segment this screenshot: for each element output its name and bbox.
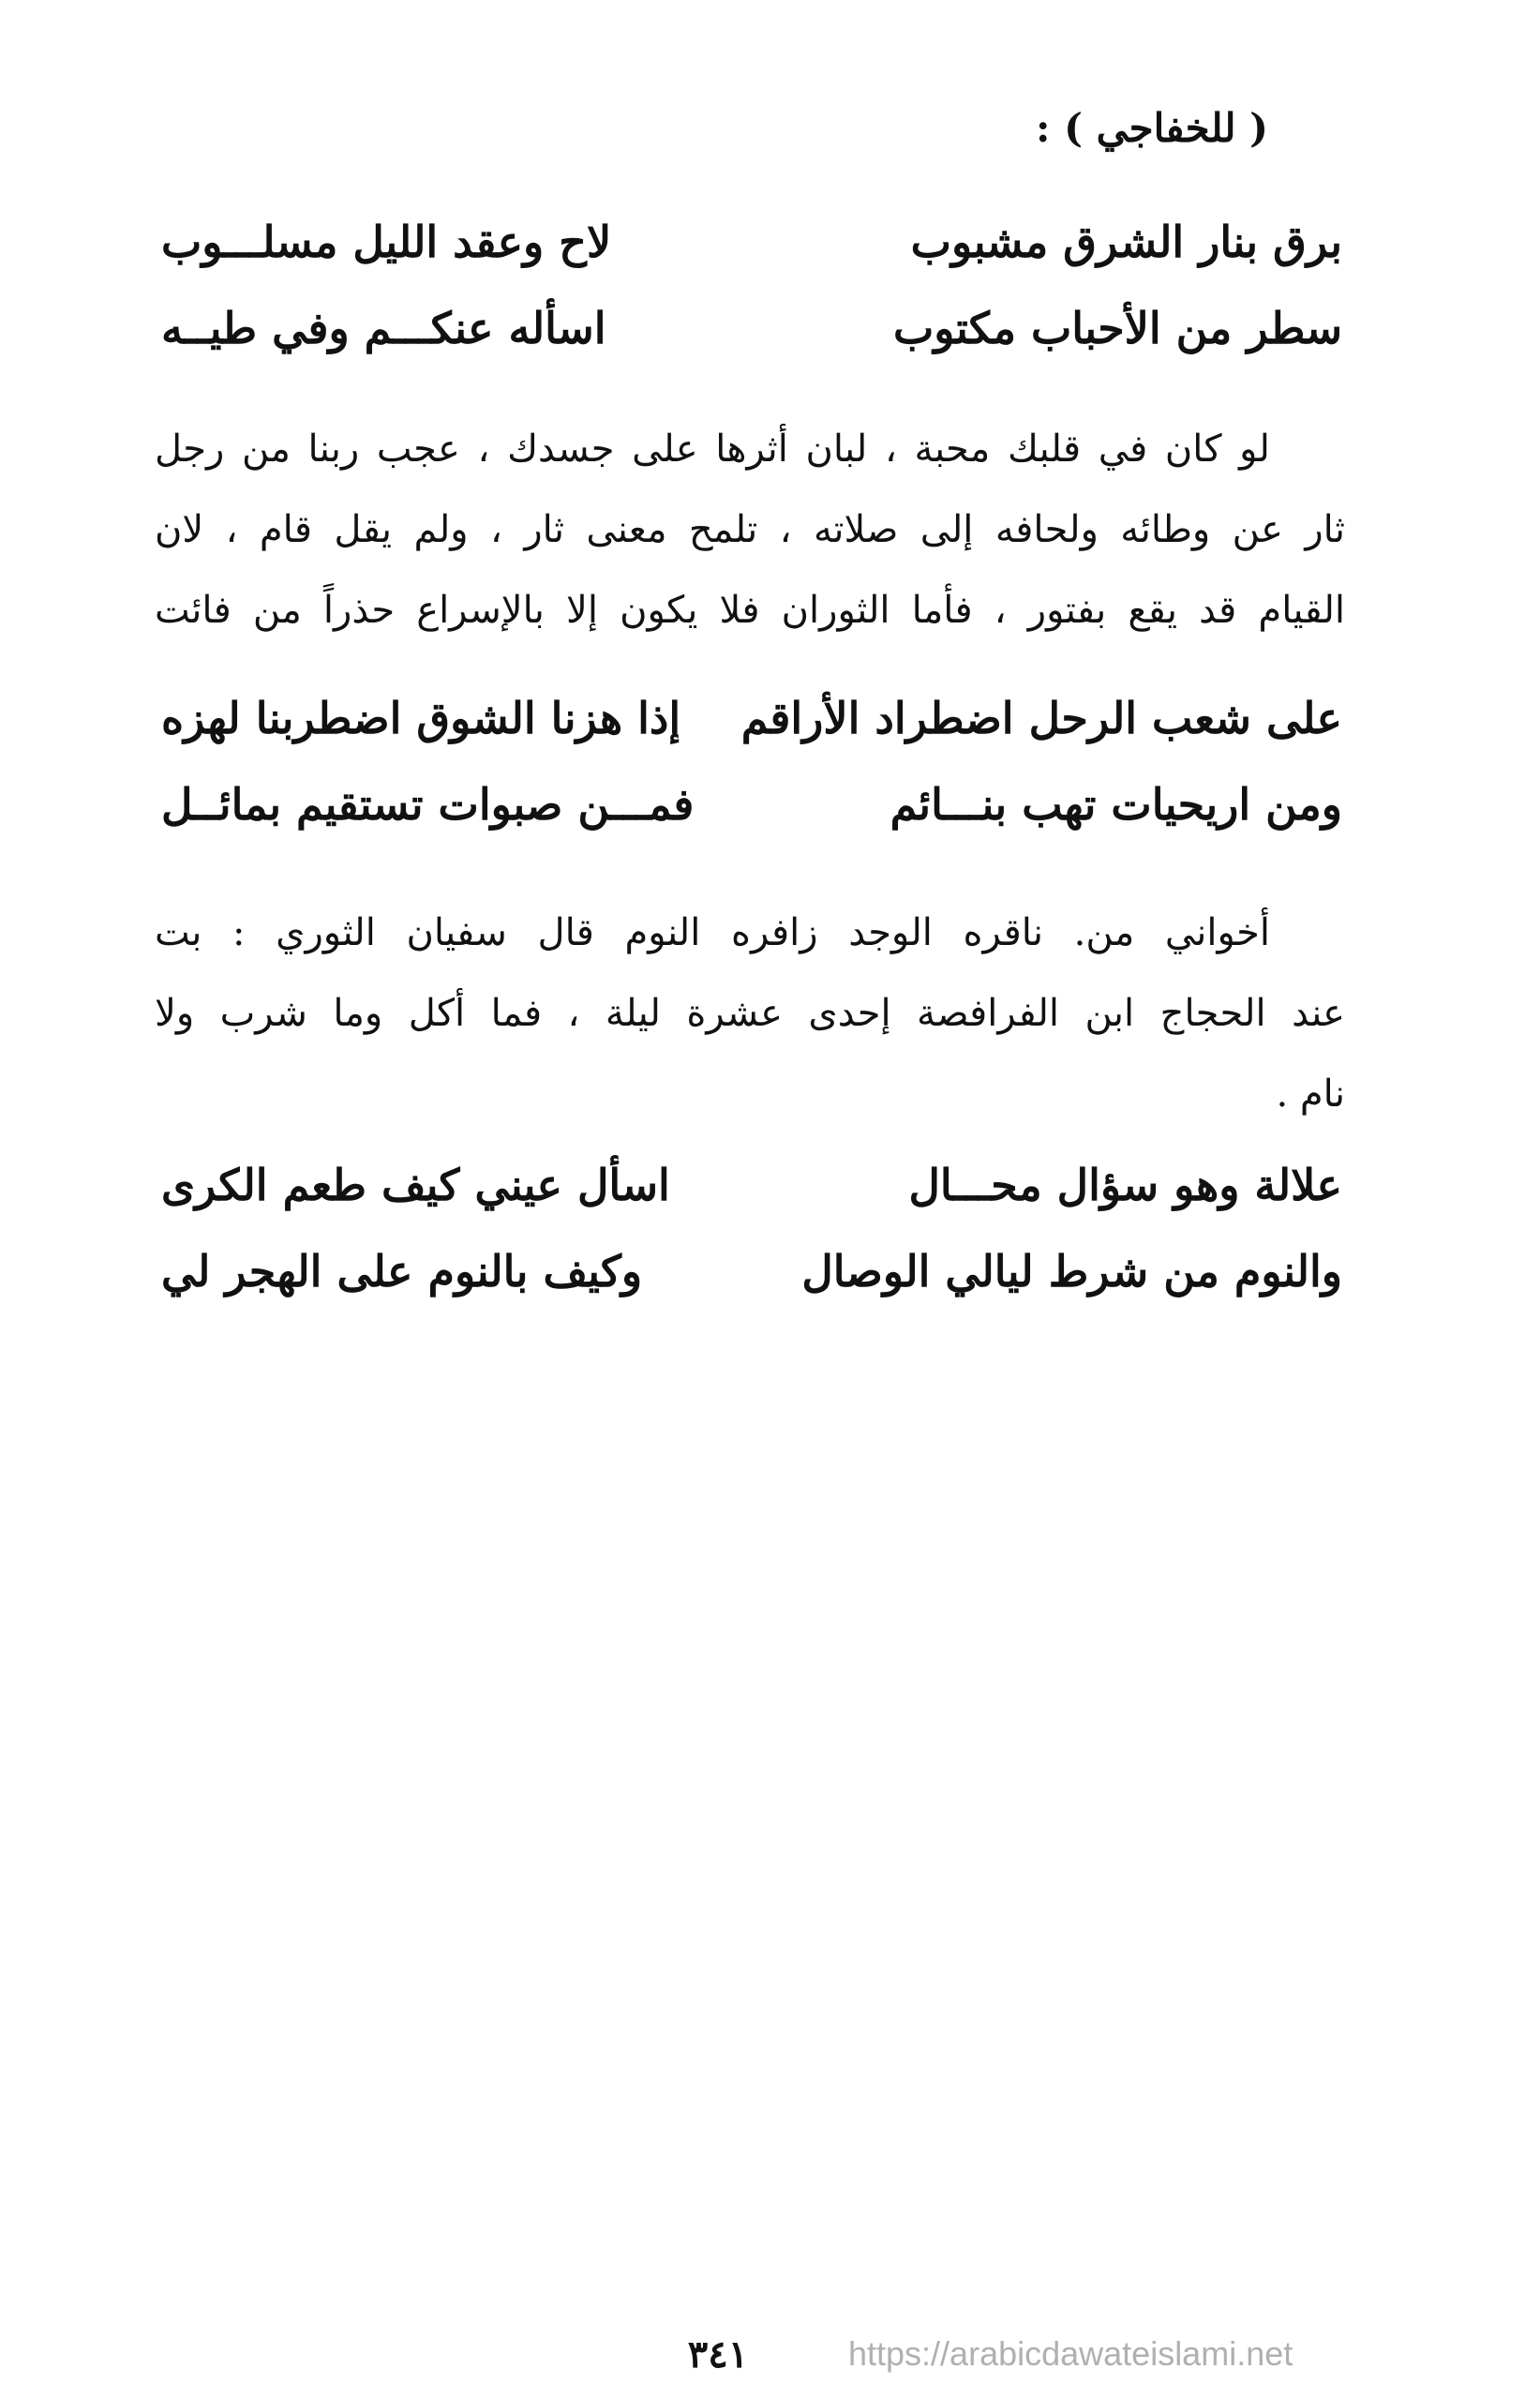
poem-3	[161, 1142, 1342, 1314]
verse-first-hemistich: لاح وعقد الليل مسلـــوب	[161, 217, 612, 267]
verse-second-hemistich: والنوم من شرط ليالي الوصال	[801, 1246, 1342, 1297]
verse-line	[161, 675, 1342, 761]
verse-second-hemistich: برق بنار الشرق مشبوب	[910, 217, 1342, 267]
poet-attribution: ( للخفاجي ) :	[1036, 105, 1268, 151]
prose-line: القيام قد يقع بفتور ، فأما الثوران فلا يكون إلا بالإسراع حذراً من فائت	[155, 589, 1345, 632]
prose-line: ثار عن وطائه ولحافه إلى صلاته ، تلمح معنى ثار ، ولم يقل قام ، لان	[155, 508, 1345, 551]
verse-first-hemistich: وكيف بالنوم على الهجر لي	[161, 1246, 643, 1297]
poem-1	[161, 199, 1342, 371]
verse-line	[161, 1228, 1342, 1314]
verse-second-hemistich: ومن اريحيات تهب بنـــائم	[890, 779, 1342, 830]
verse-first-hemistich: اسأله عنكـــم وفي طيــه	[161, 303, 606, 353]
prose-paragraph-2	[155, 892, 1345, 1134]
prose-line: عند الحجاج ابن الفرافصة إحدى عشرة ليلة ، فما أكل وما شرب ولا	[155, 992, 1345, 1035]
verse-line	[161, 285, 1342, 371]
verse-first-hemistich: فمـــن صبوات تستقيم بمائــل	[161, 779, 695, 830]
page-number: ٣٤١	[687, 2332, 749, 2377]
poem-2	[161, 675, 1342, 847]
prose-line: نام .	[1276, 1072, 1345, 1116]
verse-second-hemistich: على شعب الرحل اضطراد الأراقم	[740, 693, 1342, 743]
prose-paragraph-1	[155, 409, 1345, 651]
prose-line: أخواني من. ناقره الوجد زافره النوم قال سفيان الثوري : بت	[155, 911, 1270, 954]
verse-first-hemistich: إذا هزنا الشوق اضطربنا لهزه	[161, 693, 681, 743]
verse-line	[161, 199, 1342, 285]
source-watermark-url: https://arabicdawateislami.net	[848, 2334, 1293, 2373]
verse-second-hemistich: سطر من الأحباب مكتوب	[892, 303, 1342, 353]
prose-line: لو كان في قلبك محبة ، لبان أثرها على جسدك ، عجب ربنا من رجل	[155, 427, 1270, 471]
verse-first-hemistich: اسأل عيني كيف طعم الكرى	[161, 1160, 670, 1210]
verse-line	[161, 1142, 1342, 1228]
verse-second-hemistich: علالة وهو سؤال محـــال	[908, 1160, 1342, 1210]
verse-line	[161, 761, 1342, 847]
